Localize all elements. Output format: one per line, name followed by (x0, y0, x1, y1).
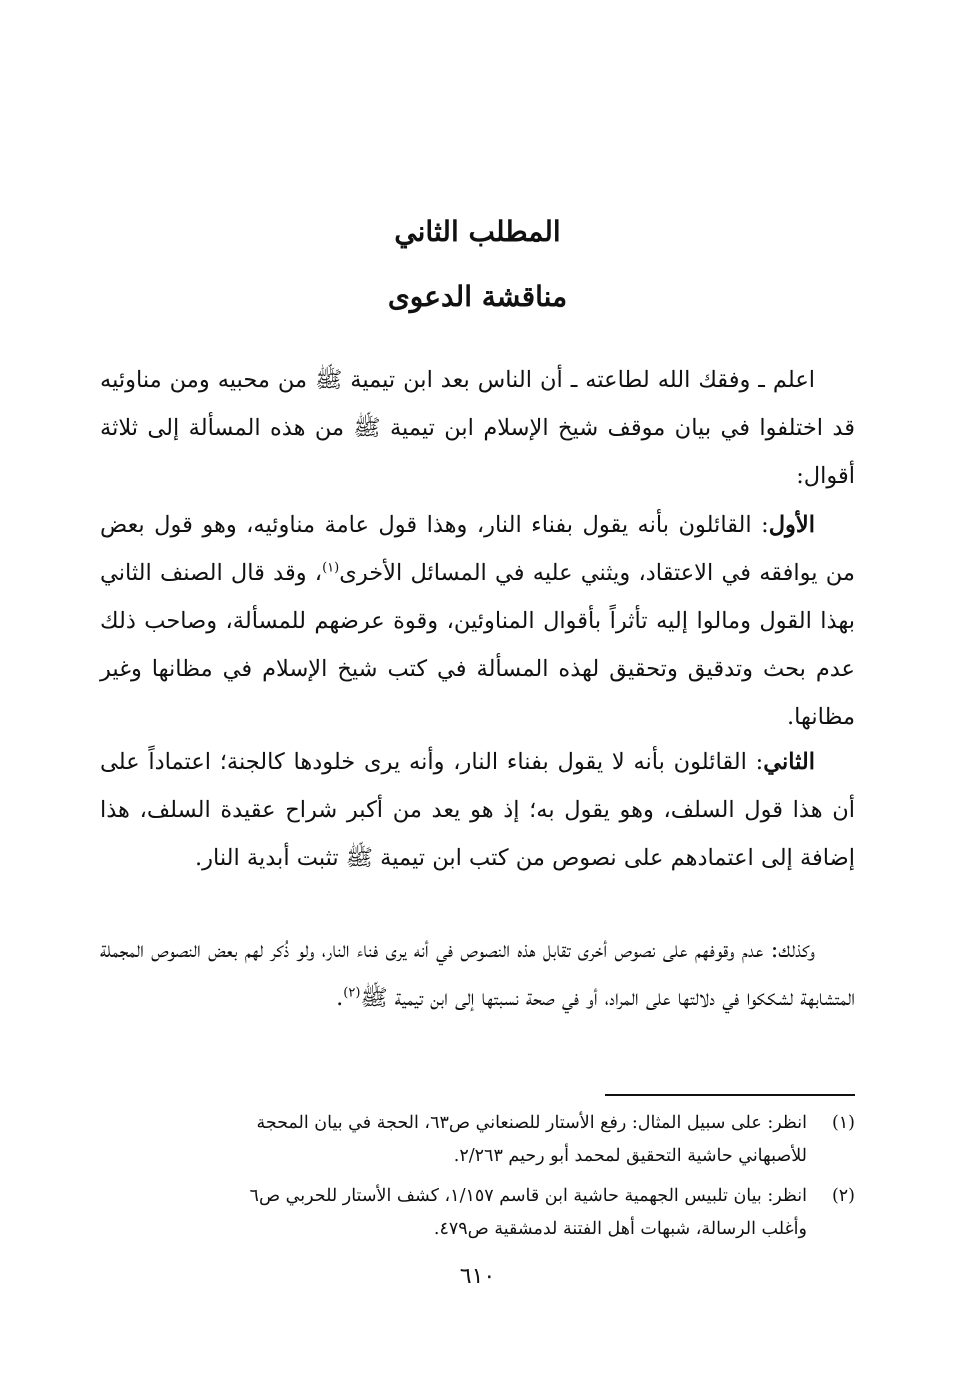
paragraph-second-opinion (100, 738, 855, 882)
footnote-1-line2: للأصبهاني حاشية التحقيق لمحمد أبو رحيم ٢/٢٦٣. (453, 1146, 807, 1166)
first-opinion-label: الأول (768, 512, 815, 538)
footnote-1-number: (١) (831, 1113, 855, 1133)
page-number: ٦١٠ (459, 1264, 496, 1289)
footnote-2-line1: انظر: بيان تلبيس الجهمية حاشية ابن قاسم ١/١٥٧، كشف الأستار للحربي ص٦ (249, 1186, 807, 1206)
paragraph-third (100, 926, 855, 1022)
footnote-2-number: (٢) (831, 1186, 855, 1206)
first-opinion-text-b: ، وقد قال الصنف الثاني بهذا القول ومالوا إليه تأثراً بأقوال المناوئين، وقوة عرضهم للمسألة، وصاحب ذلك عدم بحث وتدقيق وتحقيق لهذه المسألة في كتب شيخ الإسلام في مظانها وغير مظانها. (100, 560, 855, 730)
footnote-1-line1: انظر: على سبيل المثال: رفع الأستار للصنعاني ص٦٣، الحجة في بيان المحجة (256, 1113, 807, 1133)
first-opinion-text-a: : القائلون بأنه يقول بفناء النار، وهذا قول عامة مناوئيه، وهو قول بعض من يوافقه في الاعتقاد، ويثني عليه في المسائل الأخرى (100, 512, 855, 586)
third-text-b: . (336, 985, 344, 1011)
paragraph-first-opinion (100, 501, 855, 741)
footnote-separator (605, 1094, 855, 1096)
section-subtitle: مناقشة الدعوى (387, 280, 568, 313)
footnote-2 (100, 1180, 855, 1246)
section-title: المطلب الثاني (394, 215, 561, 248)
paragraph-intro: اعلم ـ وفقك الله لطاعته ـ أن الناس بعد ابن تيمية ﷺ من محبيه ومن مناوئيه قد اختلفوا في بيان موقف شيخ الإسلام ابن تيمية ﷺ من هذه المسألة إلى ثلاثة أقوال: (100, 367, 855, 489)
footnote-2-line2: وأغلب الرسالة، شبهات أهل الفتنة لدمشقية ص٤٧٩. (433, 1219, 807, 1239)
footnote-ref-1: (١) (322, 560, 340, 576)
second-opinion-text: : القائلون بأنه لا يقول بفناء النار، وأنه يرى خلودها كالجنة؛ اعتماداً على أن هذا قول السلف، وهو يقول به؛ إذ هو يعد من أكبر شراح عقيدة السلف، هذا إضافة إلى اعتمادهم على نصوص من كتب ابن تيمية ﷺ تثبت أبدية النار. (100, 749, 855, 871)
footnote-ref-2: (٢) (343, 985, 361, 1001)
footnote-1 (100, 1107, 855, 1173)
second-opinion-label: الثاني (763, 749, 815, 775)
third-text-a: وكذلك: عدم وقوفهم على نصوص أخرى تقابل هذه النصوص في أنه يرى فناء النار، ولو ذُكر لهم بعض النصوص المجملة المتشابهة لشككوا في دلالتها على المراد، أو في صحة نسبتها إلى ابن تيمية ﷺ (100, 937, 855, 1011)
